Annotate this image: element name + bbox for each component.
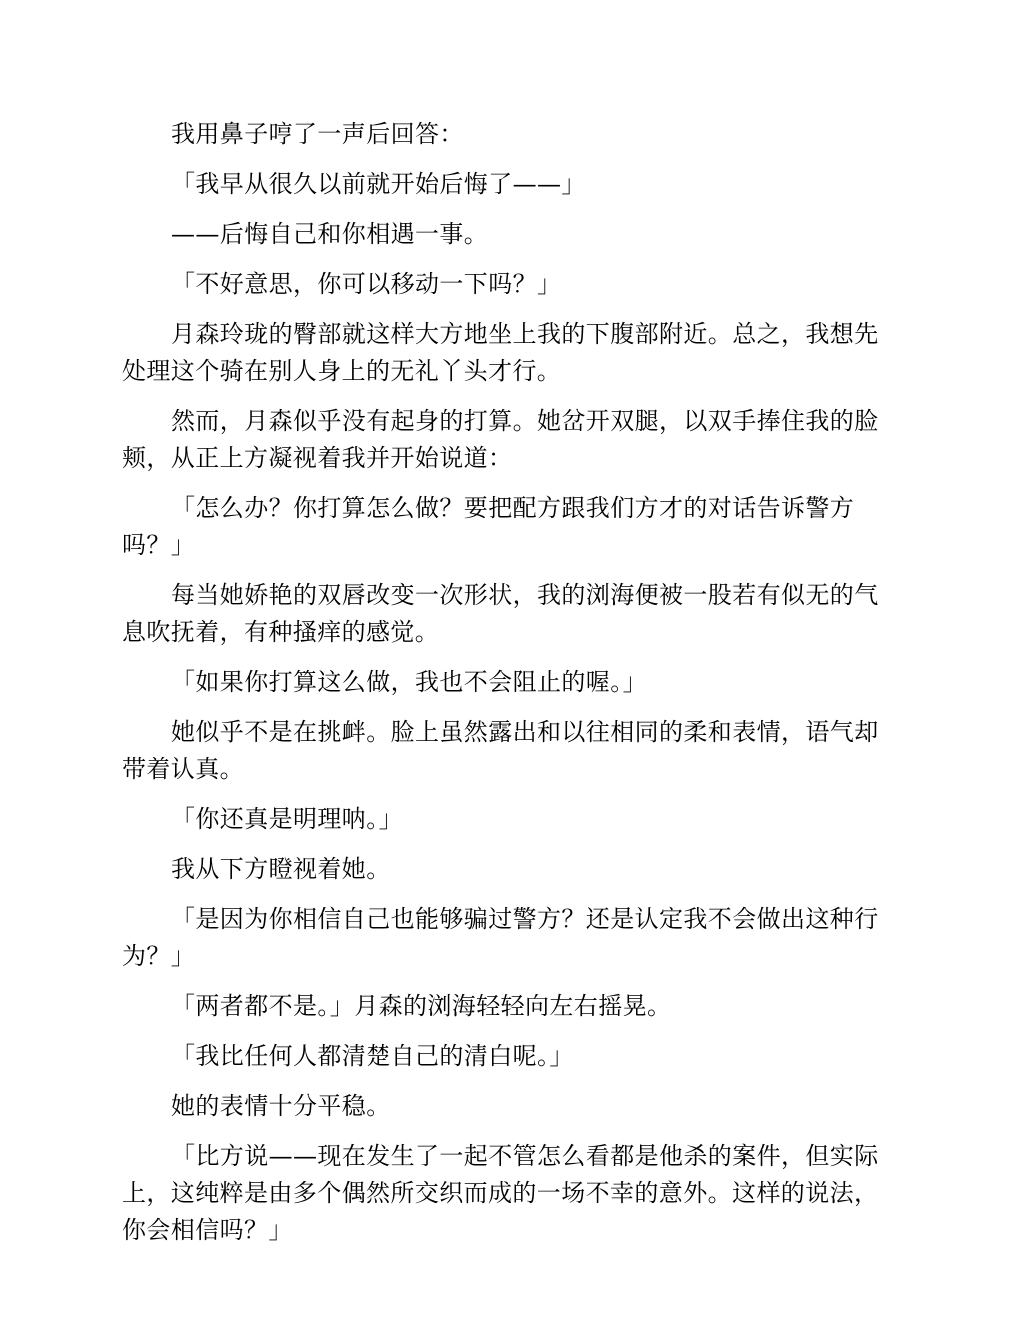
paragraph: 「是因为你相信自己也能够骗过警方？还是认定我不会做出这种行为？」	[122, 905, 879, 970]
paragraph: 「我早从很久以前就开始后悔了——」	[171, 170, 586, 198]
paragraph: 「如果你打算这么做，我也不会阻止的喔。」	[171, 668, 647, 696]
paragraph: 「比方说——现在发生了一起不管怎么看都是他杀的案件，但实际上，这纯粹是由多个偶然所交织而成的一场不幸的意外。这样的说法，你会相信吗？」	[122, 1142, 879, 1244]
paragraph: 我从下方瞪视着她。	[171, 855, 391, 883]
paragraph: 我用鼻子哼了一声后回答：	[171, 120, 464, 148]
paragraph: ——后悔自己和你相遇一事。	[171, 220, 489, 248]
paragraph: 「不好意思，你可以移动一下吗？」	[171, 270, 562, 298]
paragraph: 她的表情十分平稳。	[171, 1092, 391, 1120]
paragraph: 她似乎不是在挑衅。脸上虽然露出和以往相同的柔和表情，语气却带着认真。	[122, 718, 879, 783]
paragraph: 「两者都不是。」月森的浏海轻轻向左右摇晃。	[171, 992, 672, 1020]
paragraph: 「我比任何人都清楚自己的清白呢。」	[171, 1042, 574, 1070]
paragraph: 「怎么办？你打算怎么做？要把配方跟我们方才的对话告诉警方吗？」	[122, 494, 855, 559]
paragraph: 每当她娇艳的双唇改变一次形状，我的浏海便被一股若有似无的气息吹抚着，有种搔痒的感觉。	[122, 581, 879, 646]
paragraph: 「你还真是明理呐。」	[171, 805, 403, 833]
paragraph: 然而，月森似乎没有起身的打算。她岔开双腿，以双手捧住我的脸颊，从正上方凝视着我并开始说道：	[122, 407, 879, 472]
book-page-text	[122, 116, 898, 1262]
paragraph: 月森玲珑的臀部就这样大方地坐上我的下腹部附近。总之，我想先处理这个骑在别人身上的无礼丫头才行。	[122, 320, 879, 385]
